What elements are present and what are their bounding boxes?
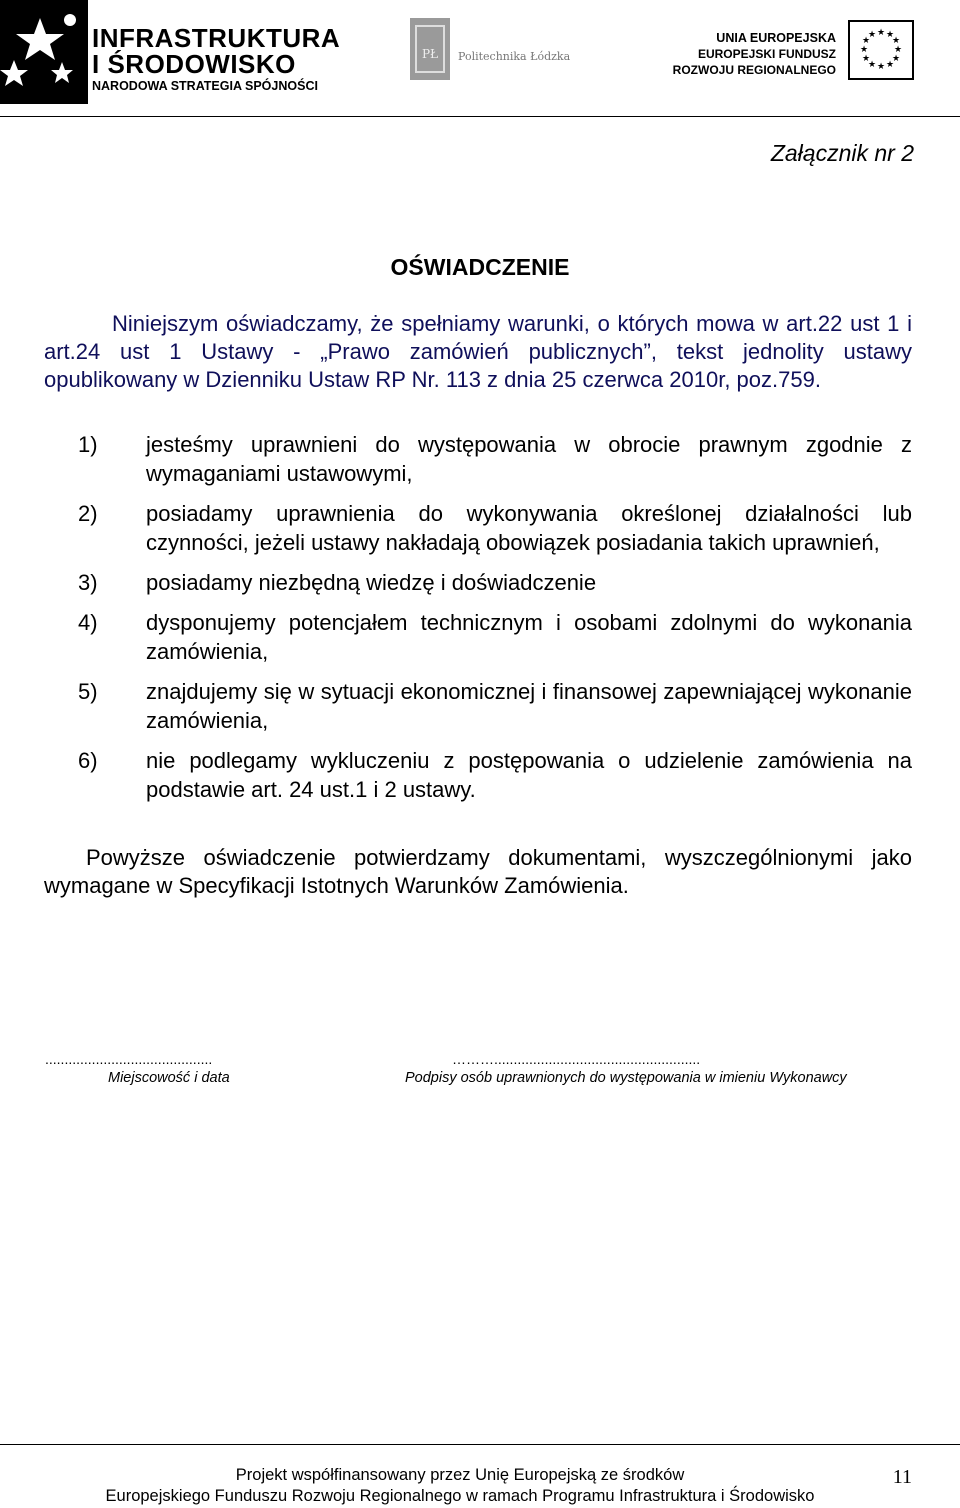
- place-date-signature: [45, 1050, 230, 1086]
- list-item-text: posiadamy uprawnienia do wykonywania określonej działalności lub czynności, jeżeli ustawy nakładają obowiązek posiadania takich uprawnień,: [146, 501, 912, 555]
- place-date-caption: Miejscowość i data: [108, 1070, 230, 1086]
- list-item-text: znajdujemy się w sytuacji ekonomicznej i finansowej zapewniającej wykonanie zamówienia,: [146, 679, 912, 733]
- infrastruktura-srodowisko-logo: [0, 0, 341, 104]
- svg-text:★: ★: [861, 54, 871, 64]
- footer-line-2: Europejskiego Funduszu Rozwoju Regionalnego w ramach Programu Infrastruktura i Środowisko: [105, 1487, 815, 1505]
- eu-line-2: EUROPEJSKI FUNDUSZ: [697, 47, 836, 61]
- nss-star-emblem-icon: [0, 0, 90, 104]
- list-item: [78, 608, 912, 666]
- list-item-text: dysponujemy potencjałem technicznym i osobami zdolnymi do wykonania zamówienia,: [146, 610, 912, 664]
- attachment-label: Załącznik nr 2: [770, 140, 914, 166]
- svg-text:★: ★: [885, 60, 895, 70]
- list-item: [78, 430, 912, 488]
- politechnika-emblem-icon: [410, 18, 450, 80]
- eu-logo: [672, 18, 946, 84]
- svg-text:★: ★: [891, 36, 901, 46]
- authorized-signature-dots: ……….....................................................: [452, 1051, 701, 1067]
- svg-text:★: ★: [885, 30, 895, 40]
- document-title: OŚWIADCZENIE: [390, 254, 570, 280]
- place-date-dots: ...........................................: [45, 1051, 213, 1067]
- list-item-number: 4): [78, 610, 98, 635]
- declaration-list: [78, 430, 912, 815]
- svg-text:★: ★: [867, 30, 877, 40]
- authorized-signature-caption: Podpisy osób uprawnionych do występowania w imieniu Wykonawcy: [405, 1070, 847, 1086]
- list-item: [78, 499, 912, 557]
- svg-text:★: ★: [876, 28, 886, 38]
- closing-paragraph: Powyższe oświadczenie potwierdzamy dokumentami, wyszczególnionymi jako wymagane w Specyfikacji Istotnych Warunków Zamówienia.: [44, 845, 912, 898]
- list-item-number: 6): [78, 748, 98, 773]
- politechnika-name: Politechnika Łódzka: [458, 50, 571, 63]
- logo-line-1: INFRASTRUKTURA: [92, 23, 341, 53]
- intro-paragraph: Niniejszym oświadczamy, że spełniamy warunki, o których mowa w art.22 ust 1 i art.24 ust 1 Ustawy - „Prawo zamówień publicznych”, tekst jednolity ustawy opublikowany w Dzienniku Ustaw RP Nr. 113 z dnia 25 czerwca 2010r, poz.759.: [44, 311, 912, 392]
- svg-text:★: ★: [867, 60, 877, 70]
- header-divider: [0, 116, 960, 117]
- eu-line-1: UNIA EUROPEJSKA: [716, 31, 836, 45]
- svg-text:★: ★: [876, 62, 886, 72]
- svg-text:★: ★: [859, 45, 869, 55]
- list-item: [78, 746, 912, 804]
- logo-line-3: NARODOWA STRATEGIA SPÓJNOŚCI: [92, 79, 318, 93]
- list-item-number: 2): [78, 501, 98, 526]
- list-item: [78, 677, 912, 735]
- eu-flag-icon: [848, 20, 914, 80]
- logo-line-2: I ŚRODOWISKO: [92, 49, 296, 79]
- svg-text:★: ★: [891, 54, 901, 64]
- footer-divider: [0, 1444, 960, 1445]
- svg-text:★: ★: [893, 45, 903, 55]
- list-item-text: jesteśmy uprawnieni do występowania w obrocie prawnym zgodnie z wymaganiami ustawowymi,: [146, 432, 912, 486]
- page-header: [0, 0, 960, 118]
- svg-text:★: ★: [861, 36, 871, 46]
- list-item-text: posiadamy niezbędną wiedzę i doświadczenie: [146, 570, 597, 595]
- eu-line-3: ROZWOJU REGIONALNEGO: [672, 63, 836, 77]
- authorized-signature: [405, 1050, 847, 1086]
- politechnika-lodzka-logo: [410, 18, 610, 82]
- list-item-number: 5): [78, 679, 98, 704]
- footer-line-1: Projekt współfinansowany przez Unię Europejską ze środków: [235, 1466, 685, 1484]
- list-item-number: 3): [78, 570, 98, 595]
- list-item-text: nie podlegamy wykluczeniu z postępowania o udzielenie zamówienia na podstawie art. 24 ust.1 i 2 ustawy.: [146, 748, 912, 802]
- page-number: 11: [892, 1466, 912, 1488]
- list-item: [78, 568, 912, 597]
- list-item-number: 1): [78, 432, 98, 457]
- svg-text:PŁ: PŁ: [421, 47, 439, 61]
